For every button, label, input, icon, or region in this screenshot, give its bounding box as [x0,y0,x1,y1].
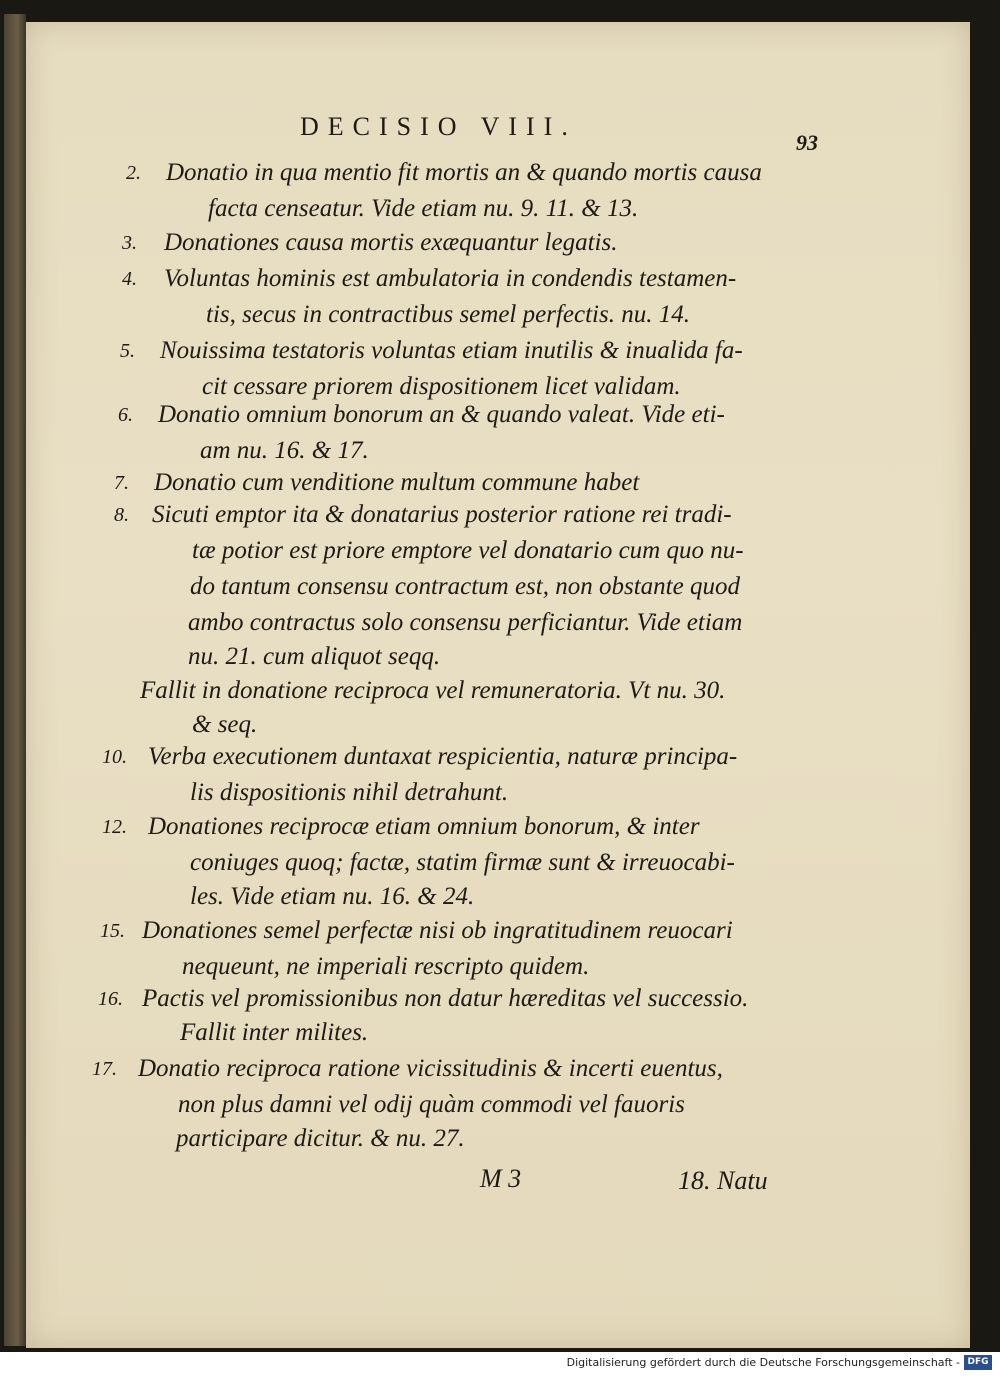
entry-line: Pactis vel promissionibus non datur hæreditas vel successio. [142,985,749,1012]
entry-line: coniuges quoq; factæ, statim firmæ sunt & irreuocabi- [190,849,735,876]
footer-bar [0,1352,1000,1376]
signature-mark: M 3 [480,1164,522,1193]
entry-line: nequeunt, ne imperiali rescripto quidem. [182,953,590,980]
entry-line: tæ potior est priore emptore vel donatario cum quo nu- [192,537,744,564]
entry-number: 12. [102,816,127,838]
entry-line: do tantum consensu contractum est, non obstante quod [190,573,740,600]
entry-line: tis, secus in contractibus semel perfectis. nu. 14. [206,301,690,328]
footer-credit: Digitalisierung gefördert durch die Deutsche Forschungsgemeinschaft - [566,1356,960,1369]
entry-line: participare dicitur. & nu. 27. [176,1125,465,1152]
entry-number: 10. [102,746,127,768]
entry-line: les. Vide etiam nu. 16. & 24. [190,883,475,910]
entry-line: Sicuti emptor ita & donatarius posterior ratione rei tradi- [152,501,732,528]
page-edge [4,14,26,1346]
entry-line: Donationes causa mortis exæquantur legatis. [164,229,618,256]
entry-number: 4. [122,268,137,290]
entry-line: am nu. 16. & 17. [200,437,369,464]
running-head: DECISIO VIII. [300,112,577,141]
entry-line: Nouissima testatoris voluntas etiam inutilis & inualida fa- [160,337,743,364]
entry-line: Fallit in donatione reciproca vel remuneratoria. Vt nu. 30. [140,677,726,704]
entry-line: Donatio in qua mentio fit mortis an & quando mortis causa [166,159,762,186]
entry-number: 8. [114,504,129,526]
entry-number: 6. [118,404,133,426]
entry-line: Verba executionem duntaxat respicientia, naturæ principa- [148,743,738,770]
entry-number: 5. [120,340,135,362]
entry-line: cit cessare priorem dispositionem licet validam. [202,373,681,400]
entry-line: Donationes reciprocæ etiam omnium bonorum, & inter [148,813,700,840]
entry-line: nu. 21. cum aliquot seqq. [188,643,441,670]
entry-number: 16. [98,988,123,1010]
entry-line: Donatio reciproca ratione vicissitudinis & incerti euentus, [138,1055,723,1082]
entry-line: lis dispositionis nihil detrahunt. [190,779,509,806]
catchword: 18. Natu [678,1166,768,1195]
entry-line: & seq. [192,711,258,738]
entry-line: non plus damni vel odij quàm commodi vel fauoris [178,1091,685,1118]
entry-line: Voluntas hominis est ambulatoria in condendis testamen- [164,265,737,292]
entry-line: facta censeatur. Vide etiam nu. 9. 11. & 13. [208,195,639,222]
dfg-logo: DFG [964,1355,992,1370]
entry-line: Fallit inter milites. [180,1019,369,1046]
page-number: 93 [796,130,818,155]
entry-line: Donatio cum venditione multum commune habet [154,469,640,496]
entry-number: 15. [100,920,125,942]
entry-line: Donationes semel perfectæ nisi ob ingratitudinem reuocari [142,917,733,944]
entry-line: Donatio omnium bonorum an & quando valeat. Vide eti- [158,401,725,428]
entry-line: ambo contractus solo consensu perficiantur. Vide etiam [188,609,743,636]
entry-number: 2. [126,162,141,184]
entry-number: 3. [122,232,137,254]
entry-number: 17. [92,1058,117,1080]
entry-number: 7. [114,472,129,494]
